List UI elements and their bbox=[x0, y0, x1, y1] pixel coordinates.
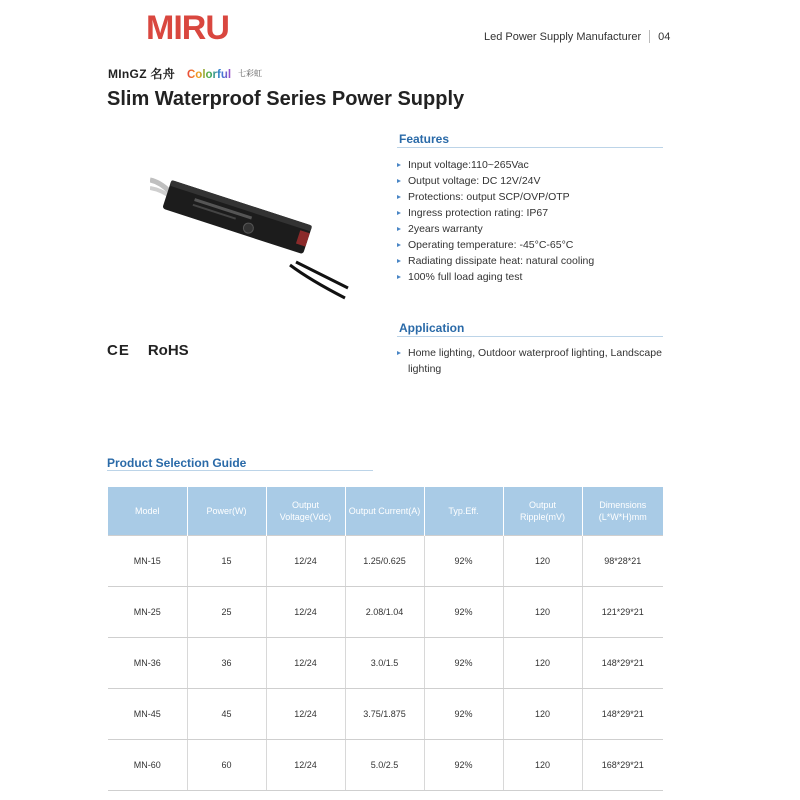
selection-table bbox=[108, 487, 663, 791]
table-cell: 12/24 bbox=[266, 587, 345, 638]
table-cell: 120 bbox=[503, 689, 582, 740]
table-cell: 148*29*21 bbox=[582, 689, 663, 740]
application-item bbox=[397, 345, 667, 377]
table-cell: 92% bbox=[424, 740, 503, 791]
table-cell: 15 bbox=[187, 536, 266, 587]
table-cell: 168*29*21 bbox=[582, 740, 663, 791]
column-header: Typ.Eff. bbox=[424, 487, 503, 536]
brand-row bbox=[108, 65, 262, 82]
svg-text:Colorful: Colorful bbox=[187, 68, 232, 81]
product-image bbox=[150, 170, 350, 300]
miru-logo bbox=[146, 10, 236, 44]
table-cell: MN-15 bbox=[108, 536, 187, 587]
features-heading: Features bbox=[399, 132, 450, 146]
list-item: Ingress protection rating: IP67 bbox=[397, 205, 594, 221]
colorful-sub: 七彩虹 bbox=[238, 69, 263, 78]
list-item: Output voltage: DC 12V/24V bbox=[397, 173, 594, 189]
guide-divider bbox=[107, 470, 373, 471]
header-divider bbox=[649, 30, 650, 43]
table-row bbox=[108, 536, 663, 587]
column-header: Output Voltage(Vdc) bbox=[266, 487, 345, 536]
table-cell: 45 bbox=[187, 689, 266, 740]
list-item: 2years warranty bbox=[397, 221, 594, 237]
table-cell: 1.25/0.625 bbox=[345, 536, 424, 587]
table-cell: 36 bbox=[187, 638, 266, 689]
features-list bbox=[397, 157, 594, 285]
bullet-icon bbox=[397, 195, 401, 199]
certifications bbox=[107, 342, 189, 359]
colorful-wordmark bbox=[187, 67, 237, 81]
ce-mark: CE bbox=[107, 342, 130, 359]
bullet-icon bbox=[397, 227, 401, 231]
table-cell: 25 bbox=[187, 587, 266, 638]
table-cell: 12/24 bbox=[266, 536, 345, 587]
column-header: Output Ripple(mV) bbox=[503, 487, 582, 536]
table-cell: 60 bbox=[187, 740, 266, 791]
table-cell: 92% bbox=[424, 638, 503, 689]
table-row bbox=[108, 587, 663, 638]
column-header: Dimensions (L*W*H)mm bbox=[582, 487, 663, 536]
table-cell: 12/24 bbox=[266, 638, 345, 689]
header-meta bbox=[484, 30, 670, 43]
table-cell: 148*29*21 bbox=[582, 638, 663, 689]
column-header: Power(W) bbox=[187, 487, 266, 536]
table-cell: MN-45 bbox=[108, 689, 187, 740]
page-number: 04 bbox=[658, 30, 671, 43]
bullet-icon bbox=[397, 275, 401, 279]
table-cell: 92% bbox=[424, 689, 503, 740]
table-cell: MN-60 bbox=[108, 740, 187, 791]
table-cell: 120 bbox=[503, 740, 582, 791]
table-cell: 120 bbox=[503, 638, 582, 689]
mingz-logo: MInGZ 名舟 bbox=[108, 67, 176, 81]
table-cell: 12/24 bbox=[266, 740, 345, 791]
table-cell: 92% bbox=[424, 536, 503, 587]
application-heading: Application bbox=[399, 321, 465, 335]
application-text: Home lighting, Outdoor waterproof lighting, Landscape lighting bbox=[408, 347, 662, 375]
table-cell: 3.75/1.875 bbox=[345, 689, 424, 740]
application-divider bbox=[397, 336, 663, 337]
table-cell: MN-36 bbox=[108, 638, 187, 689]
table-cell: 92% bbox=[424, 587, 503, 638]
table-header-row bbox=[108, 487, 663, 536]
table-cell: 3.0/1.5 bbox=[345, 638, 424, 689]
rohs-mark: RoHS bbox=[147, 342, 189, 359]
bullet-icon bbox=[397, 259, 401, 263]
table-cell: 120 bbox=[503, 587, 582, 638]
features-divider bbox=[397, 147, 663, 148]
table-cell: 5.0/2.5 bbox=[345, 740, 424, 791]
table-cell: 98*28*21 bbox=[582, 536, 663, 587]
table-cell: 121*29*21 bbox=[582, 587, 663, 638]
guide-heading: Product Selection Guide bbox=[107, 456, 247, 470]
list-item: Operating temperature: -45°C-65°C bbox=[397, 237, 594, 253]
table-cell: MN-25 bbox=[108, 587, 187, 638]
table-row bbox=[108, 740, 663, 791]
bullet-icon bbox=[397, 163, 401, 167]
bullet-icon bbox=[397, 211, 401, 215]
list-item: Radiating dissipate heat: natural cooling bbox=[397, 253, 594, 269]
bullet-icon bbox=[397, 243, 401, 247]
list-item: Input voltage:110~265Vac bbox=[397, 157, 594, 173]
table-cell: 120 bbox=[503, 536, 582, 587]
list-item: 100% full load aging test bbox=[397, 269, 594, 285]
colorful-logo bbox=[187, 67, 262, 81]
svg-text:MIRU: MIRU bbox=[146, 10, 229, 44]
table-row bbox=[108, 638, 663, 689]
column-header: Output Current(A) bbox=[345, 487, 424, 536]
header-tagline: Led Power Supply Manufacturer bbox=[484, 30, 642, 43]
table-row bbox=[108, 689, 663, 740]
table-cell: 2.08/1.04 bbox=[345, 587, 424, 638]
page-title: Slim Waterproof Series Power Supply bbox=[107, 88, 465, 110]
list-item: Protections: output SCP/OVP/OTP bbox=[397, 189, 594, 205]
column-header: Model bbox=[108, 487, 187, 536]
bullet-icon bbox=[397, 351, 401, 355]
bullet-icon bbox=[397, 179, 401, 183]
table-cell: 12/24 bbox=[266, 689, 345, 740]
